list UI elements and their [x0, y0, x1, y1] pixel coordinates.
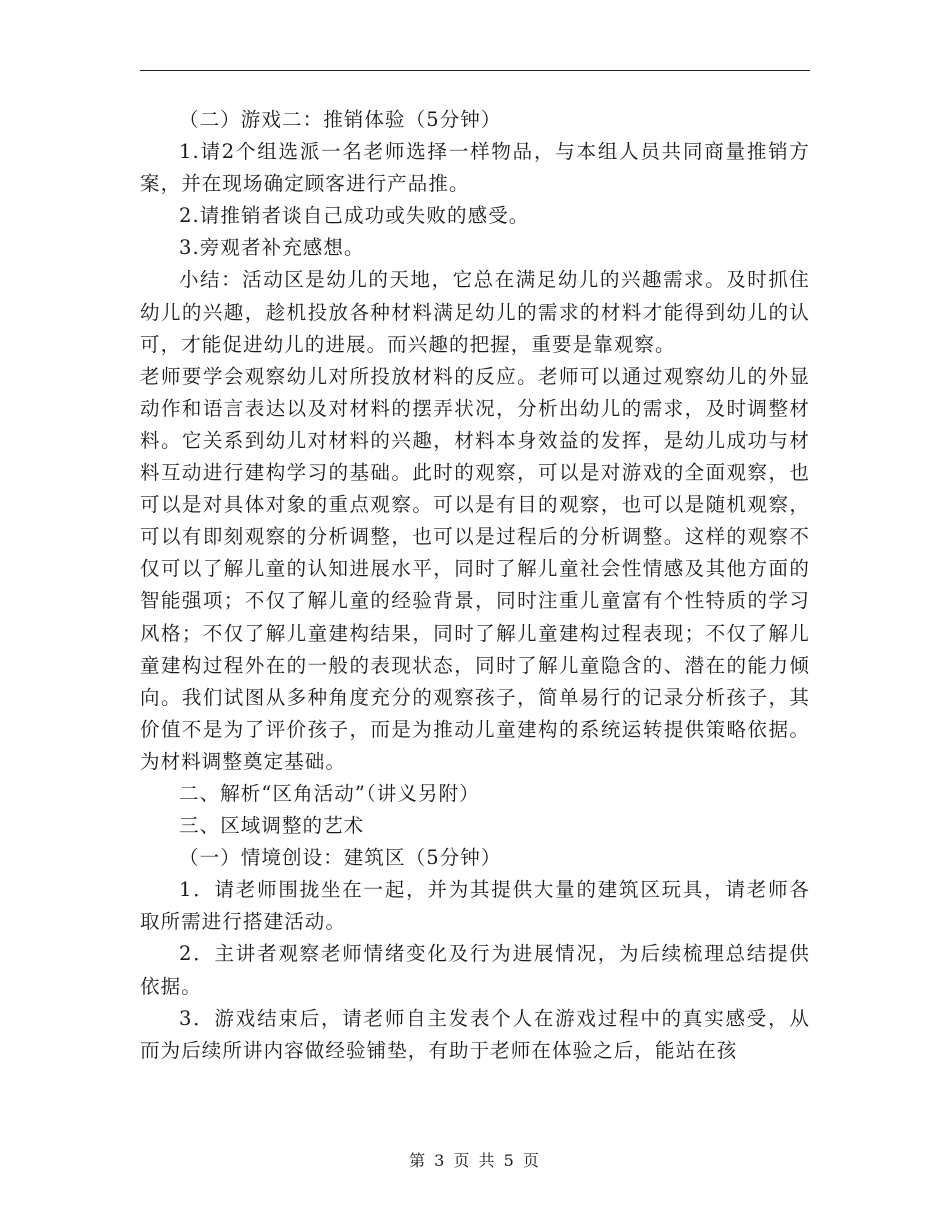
paragraph-building-step-2: 2．主讲者观察老师情绪变化及行为进展情况，为后续梳理总结提供依据。: [140, 942, 810, 998]
paragraph-building-step-1: 1．请老师围拢坐在一起，并为其提供大量的建筑区玩具，请老师各取所需进行搭建活动。: [140, 878, 810, 934]
subsection-heading-building: （一）情境创设：建筑区（5分钟）: [179, 846, 502, 870]
section-heading-game-two: （二）游戏二：推销体验（5分钟）: [179, 108, 502, 131]
section-heading-two: 二、解析“区角活动”（讲义另附）: [179, 781, 480, 805]
section-heading-three: 三、区域调整的艺术: [179, 814, 365, 838]
paragraph-step-3: 3.旁观者补充感想。: [179, 236, 365, 260]
document-body: [140, 104, 810, 1067]
paragraph-observation: 老师要学会观察幼儿对所投放材料的反应。老师可以通过观察幼儿的外显动作和语言表达以及对材料的摆弄状况，分析出幼儿的需求，及时调整材料。它关系到幼儿对材料的兴趣，材料本身效益的发挥，是幼儿成功与材料互动进行建构学习的基础。此时的观察，可以是对游戏的全面观察，也可以是对具体对象的重点观察。可以是有目的观察，也可以是随机观察，可以有即刻观察的分析调整，也可以是过程后的分析调整。这样的观察不仅可以了解儿童的认知进展水平，同时了解儿童社会性情感及其他方面的智能强项；不仅了解儿童的经验背景，同时注重儿童富有个性特质的学习风格；不仅了解儿童建构结果，同时了解儿童建构过程表现；不仅了解儿童建构过程外在的一般的表现状态，同时了解儿童隐含的、潜在的能力倾向。我们试图从多种角度充分的观察孩子，简单易行的记录分析孩子，其价值不是为了评价孩子，而是为推动儿童建构的系统运转提供策略依据。为材料调整奠定基础。: [140, 364, 810, 773]
page-number-footer: 第 3 页 共 5 页: [409, 1151, 541, 1170]
header-rule: [140, 70, 810, 71]
paragraph-step-1: 1.请2个组选派一名老师选择一样物品，与本组人员共同商量推销方案，并在现场确定顾客进行产品推。: [140, 140, 810, 196]
paragraph-summary: 小结：活动区是幼儿的天地，它总在满足幼儿的兴趣需求。及时抓住幼儿的兴趣，趁机投放各种材料满足幼儿的需求的材料才能得到幼儿的认可，才能促进幼儿的进展。而兴趣的把握，重要是靠观察。: [140, 268, 810, 356]
paragraph-step-2: 2.请推销者谈自己成功或失败的感受。: [179, 204, 530, 228]
paragraph-building-step-3: 3．游戏结束后，请老师自主发表个人在游戏过程中的真实感受，从而为后续所讲内容做经验铺垫，有助于老师在体验之后，能站在孩: [140, 1006, 810, 1062]
